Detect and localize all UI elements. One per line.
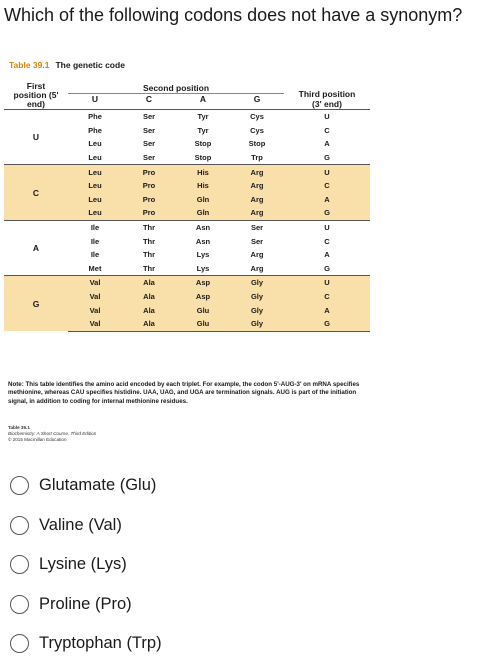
codon-cell: Thr	[122, 262, 176, 276]
codon-cell: Gly	[230, 290, 284, 304]
codon-cell: Ser	[122, 137, 176, 151]
third-base: A	[284, 248, 370, 262]
codon-cell: Pro	[122, 193, 176, 207]
codon-cell: Cys	[230, 124, 284, 138]
codon-cell: Ser	[122, 110, 176, 124]
table-caption	[9, 60, 125, 70]
codon-cell: Arg	[230, 193, 284, 207]
codon-cell: Stop	[176, 137, 230, 151]
codon-cell: Met	[68, 262, 122, 276]
third-base: A	[284, 193, 370, 207]
table-row	[4, 165, 370, 179]
codon-cell: Thr	[122, 220, 176, 234]
codon-cell: His	[176, 179, 230, 193]
first-position-header-line: end)	[27, 99, 45, 109]
codon-cell: Arg	[230, 165, 284, 179]
codon-cell: Leu	[68, 151, 122, 165]
first-position-header-line: First	[26, 81, 46, 91]
third-base: G	[284, 262, 370, 276]
codon-cell: Stop	[176, 151, 230, 165]
first-position-header	[4, 75, 68, 110]
codon-cell: Phe	[68, 124, 122, 138]
codon-cell: Val	[68, 290, 122, 304]
table-note: Note: This table identifies the amino acid encoded by each triplet. For example, the codon 5'-AUG-3' on mRNA specifies methionine, whereas CAU specifies histidine. UAA, UAG, and UGA are termination signals. AUG is part of the initiation signal, in addition to coding for internal methionine residues.	[8, 381, 360, 405]
codon-cell: Gly	[230, 303, 284, 317]
option-label: Lysine (Lys)	[39, 555, 127, 573]
third-base: C	[284, 234, 370, 248]
credit-line: Biochemistry: A Short Course, Third Edition	[8, 431, 97, 437]
second-base-c: C	[122, 94, 176, 110]
codon-cell: Pro	[122, 165, 176, 179]
third-base: A	[284, 137, 370, 151]
codon-cell: Gly	[230, 317, 284, 331]
third-base: A	[284, 303, 370, 317]
codon-cell: Ile	[68, 234, 122, 248]
codon-cell: Ser	[122, 151, 176, 165]
codon-cell: Pro	[122, 179, 176, 193]
codon-cell: Trp	[230, 151, 284, 165]
first-base-a: A	[4, 220, 68, 275]
codon-cell: Arg	[230, 206, 284, 220]
question-text: Which of the following codons does not have a synonym?	[4, 5, 463, 25]
second-base-g: G	[230, 94, 284, 110]
third-base: C	[284, 290, 370, 304]
codon-cell: Glu	[176, 303, 230, 317]
codon-cell: Leu	[68, 206, 122, 220]
codon-cell: Arg	[230, 179, 284, 193]
radio-button[interactable]	[10, 555, 29, 574]
table-number: Table 39.1	[9, 60, 50, 70]
codon-cell: Val	[68, 317, 122, 331]
third-base: U	[284, 110, 370, 124]
third-base: U	[284, 165, 370, 179]
codon-cell: Asn	[176, 234, 230, 248]
radio-button[interactable]	[10, 476, 29, 495]
third-base: U	[284, 276, 370, 290]
table-row	[4, 220, 370, 234]
codon-cell: Pro	[122, 206, 176, 220]
codon-cell: Cys	[230, 110, 284, 124]
codon-cell: Tyr	[176, 124, 230, 138]
codon-cell: Gln	[176, 206, 230, 220]
third-base: U	[284, 220, 370, 234]
codon-cell: Ser	[230, 234, 284, 248]
codon-cell: Glu	[176, 317, 230, 331]
third-position-header-line: (3' end)	[312, 99, 342, 109]
codon-cell: Leu	[68, 193, 122, 207]
codon-cell: Leu	[68, 179, 122, 193]
codon-cell: Ala	[122, 276, 176, 290]
codon-cell: Val	[68, 303, 122, 317]
option-tryptophan[interactable]	[10, 634, 162, 653]
option-label: Proline (Pro)	[39, 595, 132, 613]
codon-cell: Gln	[176, 193, 230, 207]
codon-table-body	[4, 110, 370, 332]
option-proline[interactable]	[10, 595, 132, 614]
codon-cell: Ala	[122, 303, 176, 317]
codon-cell: Thr	[122, 248, 176, 262]
codon-cell: Ser	[122, 124, 176, 138]
first-base-g: G	[4, 276, 68, 331]
codon-cell: Asp	[176, 290, 230, 304]
codon-cell: Phe	[68, 110, 122, 124]
table-credit	[8, 425, 96, 444]
genetic-code-table	[4, 75, 370, 332]
second-base-a: A	[176, 94, 230, 110]
codon-cell: Asn	[176, 220, 230, 234]
codon-cell: Ala	[122, 317, 176, 331]
codon-cell: Asp	[176, 276, 230, 290]
codon-cell: Arg	[230, 248, 284, 262]
codon-cell: Ser	[230, 220, 284, 234]
codon-cell: Leu	[68, 165, 122, 179]
third-base: C	[284, 124, 370, 138]
option-label: Tryptophan (Trp)	[39, 634, 162, 652]
second-position-header: Second position	[68, 75, 284, 94]
codon-cell: Ala	[122, 290, 176, 304]
third-base: G	[284, 317, 370, 331]
codon-cell: Leu	[68, 137, 122, 151]
radio-button[interactable]	[10, 595, 29, 614]
codon-cell: Thr	[122, 234, 176, 248]
option-lysine[interactable]	[10, 555, 127, 574]
codon-cell: Ile	[68, 248, 122, 262]
credit-line: Table 39.1	[8, 425, 30, 430]
second-base-u: U	[68, 94, 122, 110]
third-position-header	[284, 75, 370, 110]
codon-cell: Val	[68, 276, 122, 290]
credit-line: © 2015 Macmillan Education	[8, 437, 67, 443]
codon-cell: Lys	[176, 248, 230, 262]
option-label: Glutamate (Glu)	[39, 476, 157, 494]
third-base: C	[284, 179, 370, 193]
table-row	[4, 276, 370, 290]
codon-cell: Gly	[230, 276, 284, 290]
table-row	[4, 110, 370, 124]
codon-cell: Arg	[230, 262, 284, 276]
codon-cell: Tyr	[176, 110, 230, 124]
codon-cell: Ile	[68, 220, 122, 234]
radio-button[interactable]	[10, 634, 29, 653]
codon-cell: Stop	[230, 137, 284, 151]
third-position-header-line: Third position	[298, 89, 356, 99]
first-position-header-line: position (5'	[13, 90, 59, 100]
third-base: G	[284, 206, 370, 220]
table-title: The genetic code	[55, 60, 125, 70]
option-glutamate[interactable]	[10, 476, 156, 495]
third-base: G	[284, 151, 370, 165]
codon-cell: His	[176, 165, 230, 179]
first-base-c: C	[4, 165, 68, 220]
radio-button[interactable]	[10, 516, 29, 535]
option-valine[interactable]	[10, 516, 122, 535]
first-base-u: U	[4, 110, 68, 165]
codon-cell: Lys	[176, 262, 230, 276]
option-label: Valine (Val)	[39, 516, 122, 534]
